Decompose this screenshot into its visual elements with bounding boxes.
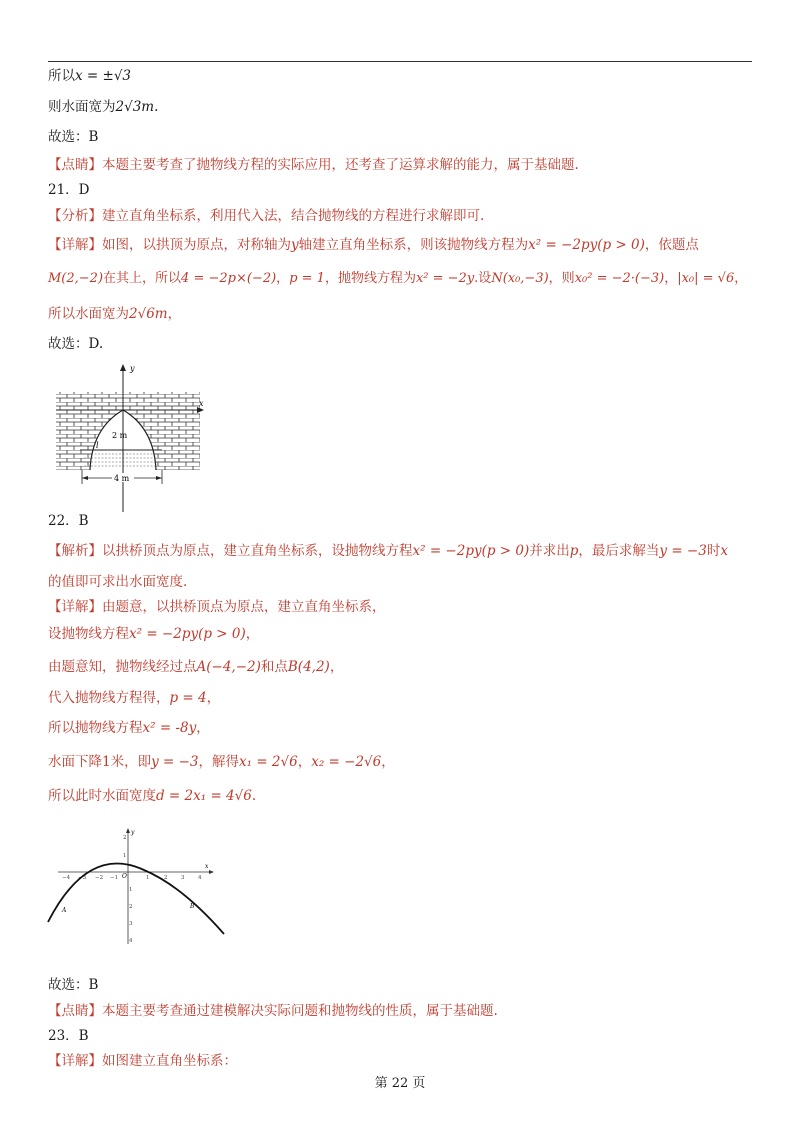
line-16 (48, 657, 343, 677)
question-number: 21．D (48, 182, 90, 198)
text: 以拱桥顶点为原点，建立直角坐标系，设抛物线方程 (102, 543, 413, 559)
text: ， (664, 271, 678, 286)
line-2 (48, 97, 158, 117)
figure-parabola (44, 826, 234, 950)
text: 本题主要考查了抛物线方程的实际应用，还考查了运算求解的能力，属于基础题. (102, 157, 579, 173)
math: A(−4,−2) (196, 659, 261, 675)
tag: 【点睛】 (48, 157, 102, 173)
line-7 (48, 235, 699, 255)
math: 1 (102, 754, 111, 770)
line-18 (48, 718, 210, 738)
text: ， (329, 659, 344, 675)
math: x₀² = −2·(−3) (574, 271, 665, 286)
line-9 (48, 304, 181, 324)
text: 故选：B (48, 977, 99, 993)
math: x² = −2py(p > 0) (412, 543, 530, 559)
text: 的值即可求出水面宽度. (48, 574, 188, 590)
header-rule (48, 61, 752, 62)
fig2-label-a: A (62, 907, 67, 914)
text: 米，即 (110, 754, 152, 770)
math: 2√3m. (115, 99, 159, 115)
text: 如图，以拱顶为原点，对称轴为 (102, 237, 291, 253)
math: x² = -8y (142, 720, 197, 736)
figure-arch (50, 362, 210, 522)
text: 代入抛物线方程得， (48, 690, 170, 706)
math: M(2,−2) (48, 271, 104, 286)
fig1-label-l: l (96, 441, 99, 450)
line-8 (48, 269, 747, 289)
fig1-label-2m: 2 m (112, 431, 128, 440)
tick: −3 (78, 875, 87, 881)
tick: 2 (129, 904, 133, 910)
text: 故选：B (48, 129, 99, 145)
math: x² = −2py(p > 0) (528, 237, 645, 253)
math: x = ±√3 (75, 68, 132, 84)
tick: 2 (123, 835, 127, 841)
tick: 2 (164, 875, 168, 881)
y-arrow-icon (126, 828, 130, 833)
line-22 (48, 1001, 498, 1021)
fig1-label-4m: 4 m (114, 474, 130, 483)
line-3 (48, 127, 98, 147)
tick: 3 (181, 875, 185, 881)
tick: 1 (129, 887, 133, 893)
tick: 4 (198, 875, 202, 881)
line-1 (48, 66, 131, 86)
line-21 (48, 975, 98, 995)
tick: 1 (123, 853, 127, 859)
math: y (291, 237, 299, 253)
fig1-label-y: y (130, 364, 135, 373)
math: x² = −2y (415, 271, 475, 286)
tick: 4 (129, 938, 133, 944)
tag: 【解析】 (48, 543, 102, 559)
line-24 (48, 1051, 237, 1071)
line-14 (48, 597, 386, 617)
text: 所以抛物线方程 (48, 720, 143, 736)
text: . (251, 788, 257, 804)
fig2-label-origin: O (122, 873, 127, 880)
math: B(4,2) (287, 659, 330, 675)
fig2-label-y: y (131, 829, 135, 836)
text: ， (206, 690, 221, 706)
text: 建立直角坐标系，利用代入法，结合抛物线的方程进行求解即可. (102, 208, 485, 224)
math: p = 1 (289, 271, 325, 286)
text: 和点 (260, 659, 288, 675)
line-10 (48, 334, 103, 354)
text: ， (245, 626, 260, 642)
text: ， (297, 754, 312, 770)
math: p = 4 (169, 690, 207, 706)
line-23 (48, 1026, 89, 1046)
tick: −1 (110, 875, 119, 881)
line-5 (48, 180, 90, 200)
fig2-label-b: B (190, 903, 195, 910)
page-footer: 第 22 页 (374, 1076, 426, 1091)
math: 4 = −2p×(−2) (181, 271, 277, 286)
question-number: 23．B (48, 1028, 89, 1044)
x-arrow-icon (209, 870, 214, 874)
line-13 (48, 572, 187, 592)
text: 在其上，所以 (103, 271, 182, 286)
text: 如图建立直角坐标系： (102, 1053, 237, 1069)
text: ， (381, 754, 395, 770)
line-19 (48, 752, 395, 772)
tick: −2 (95, 875, 104, 881)
tick: 3 (129, 921, 133, 927)
math: N(x₀,−3) (491, 271, 549, 286)
line-12 (48, 541, 728, 561)
text: 轴建立直角坐标系，则该抛物线方程为 (298, 237, 529, 253)
text: ，依题点 (644, 237, 699, 253)
tick: −4 (62, 875, 71, 881)
text: ， (276, 271, 290, 286)
tag: 【点睛】 (48, 1003, 102, 1019)
text: ，抛物线方程为 (324, 271, 416, 286)
math: x (720, 543, 728, 559)
math: y = −3 (151, 754, 199, 770)
text: .设 (474, 271, 492, 286)
text: 所以此时水面宽度 (48, 788, 156, 804)
text: 由题意知，抛物线经过点 (48, 659, 197, 675)
line-17 (48, 688, 220, 708)
text: ， (734, 271, 748, 286)
text: ，最后求解当 (578, 543, 660, 559)
text: 则水面宽为 (48, 99, 116, 115)
text: 本题主要考查通过建模解决实际问题和抛物线的性质，属于基础题. (102, 1003, 498, 1019)
tag: 【分析】 (48, 208, 102, 224)
text: 设抛物线方程 (48, 626, 129, 642)
text: 所以水面宽为 (48, 306, 129, 322)
fig2-label-x: x (205, 863, 209, 870)
y-arrow-icon (120, 364, 126, 371)
line-6 (48, 206, 484, 226)
line-20 (48, 786, 256, 806)
text: 由题意，以拱桥顶点为原点，建立直角坐标系， (102, 599, 386, 615)
line-11 (48, 511, 89, 531)
math: d = 2x₁ = 4√6 (156, 788, 252, 804)
math: x² = −2py(p > 0) (129, 626, 246, 642)
text: 并求出 (529, 543, 570, 559)
text: ， (196, 720, 210, 736)
text: 时 (706, 543, 721, 559)
math: 2√6m (129, 306, 168, 322)
text: ，则 (548, 271, 575, 286)
math: |x₀| = √6 (677, 271, 735, 286)
text: 水面下降 (48, 754, 102, 770)
tick: 1 (146, 875, 150, 881)
question-number: 22．B (48, 513, 89, 529)
math: x₂ = −2√6 (311, 754, 382, 770)
line-15 (48, 624, 259, 644)
tag: 【详解】 (48, 237, 102, 253)
math: y = −3 (659, 543, 707, 559)
line-4 (48, 155, 579, 175)
tag: 【详解】 (48, 1053, 102, 1069)
text: 所以 (48, 68, 75, 84)
math: x₁ = 2√6 (239, 754, 298, 770)
text: ，解得 (198, 754, 240, 770)
fig1-label-x: x (199, 399, 204, 408)
math: p (569, 543, 579, 559)
text: 故选：D. (48, 336, 104, 352)
text: ， (167, 306, 182, 322)
tag: 【详解】 (48, 599, 102, 615)
